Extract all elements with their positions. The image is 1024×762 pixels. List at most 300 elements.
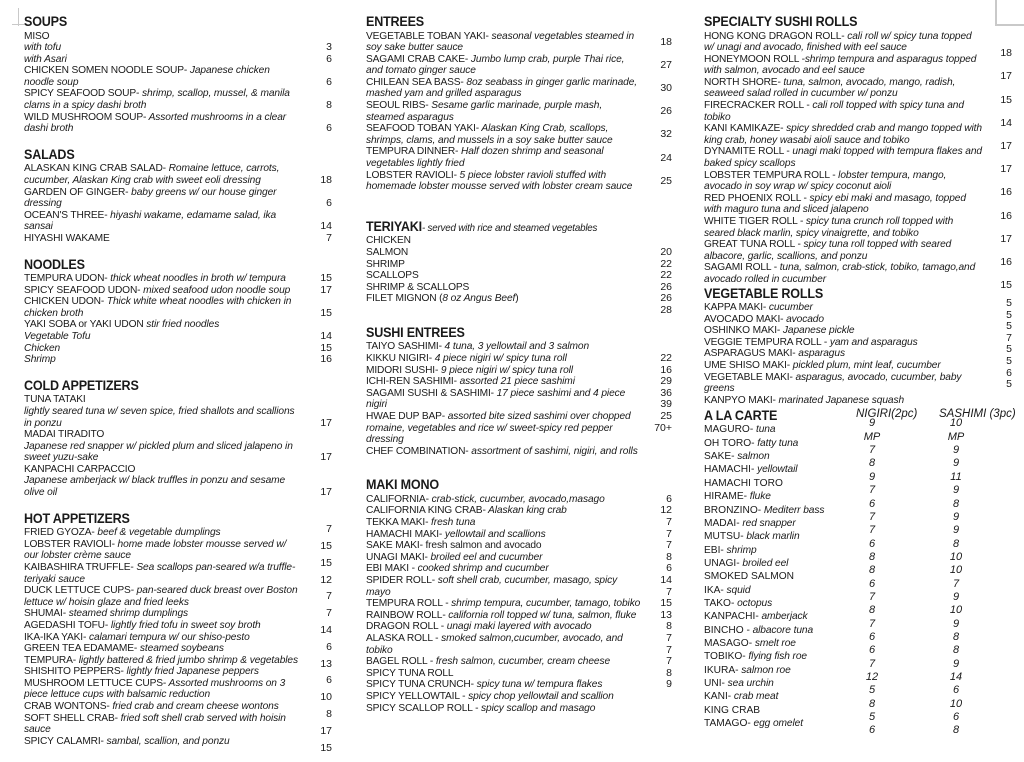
a-la-carte-nigiri-price: 8: [868, 564, 876, 577]
a-la-carte-sashimi-price: 10: [949, 417, 963, 430]
menu-item-description: Japanese chicken noodle soup: [24, 65, 270, 88]
menu-item-name: KANPACHI CARPACCIO: [24, 463, 136, 475]
a-la-carte-sashimi-price: 8: [952, 630, 960, 643]
menu-item-price: 5: [1006, 343, 1012, 356]
menu-item: [24, 464, 336, 476]
a-la-carte-item-description: sea urchin: [724, 677, 774, 689]
a-la-carte-sashimi-price: 8: [952, 497, 960, 510]
menu-item-name: CALIFORNIA KING CRAB-: [366, 505, 486, 517]
a-la-carte-nigiri-price: 9: [868, 470, 876, 483]
a-la-carte-sashimi-price: 10: [949, 550, 963, 563]
menu-column-middle: [366, 14, 676, 714]
menu-item-price: 7: [666, 643, 672, 656]
menu-item: [366, 365, 676, 377]
a-la-carte-sashimi-price: 8: [952, 644, 960, 657]
menu-item: [704, 239, 1016, 262]
menu-item-price: 15: [1000, 279, 1012, 292]
a-la-carte-item-name: SMOKED SALMON: [704, 571, 795, 583]
menu-item-description: Half dozen shrimp and seasonal vegetables lightly fried: [366, 146, 604, 170]
menu-item: [24, 632, 336, 644]
menu-item: [366, 100, 676, 123]
menu-item-price: 15: [660, 597, 672, 610]
menu-section-a-la-carte: [704, 407, 1016, 743]
menu-item-name: TUNA TATAKI: [24, 394, 86, 406]
menu-item-name: SPIDER ROLL-: [366, 575, 435, 587]
menu-item-name: LOBSTER RAVIOLI-: [24, 538, 115, 550]
menu-item-price: 7: [666, 655, 672, 668]
a-la-carte-nigiri-price: 7: [868, 484, 876, 497]
menu-item-name: SHRIMP & SCALLOPS: [366, 281, 470, 293]
menu-item-description: sambal, scallion, and ponzu: [103, 735, 230, 747]
menu-item-name: SPICY CALAMRI-: [24, 735, 104, 747]
a-la-carte-nigiri-price: 7: [868, 617, 876, 630]
menu-item: [704, 100, 1016, 123]
menu-item-description: assortment of sashimi, nigiri, and rolls: [468, 445, 638, 457]
a-la-carte-sashimi-price: 9: [952, 524, 960, 537]
a-la-carte-item-description: Mediterr bass: [761, 504, 825, 516]
menu-item-name: LOBSTER TEMPURA ROLL -: [704, 169, 836, 181]
menu-item: [24, 585, 336, 608]
menu-item-price: 6: [666, 562, 672, 575]
menu-item-description: avocado: [783, 313, 824, 325]
a-la-carte-item-description: broiled eel: [739, 557, 789, 569]
menu-item-name: MADAI TIRADITO: [24, 429, 105, 441]
menu-item-price: 15: [320, 556, 332, 569]
menu-item: [24, 285, 336, 297]
menu-item-price: 14: [1000, 116, 1012, 129]
a-la-carte-item-description: smelt roe: [752, 637, 796, 649]
menu-item-price: 7: [666, 527, 672, 540]
menu-item-description: assorted 21 piece sashimi: [456, 376, 575, 388]
a-la-carte-item-description: flying fish roe: [745, 651, 807, 663]
menu-item-description: 5 piece lobster ravioli stuffed with homemade lobster mousse served with lobster cream sauce: [366, 169, 633, 193]
menu-item-price: 13: [320, 657, 332, 670]
menu-item-name: CHICKEN: [366, 235, 411, 247]
menu-item-name: GARDEN OF GINGER-: [24, 186, 129, 198]
menu-item-names: [366, 31, 676, 193]
a-la-carte-item-description: salmon: [734, 451, 770, 463]
menu-item-price: 6: [326, 52, 332, 65]
a-la-carte-nigiri-price: 8: [868, 457, 876, 470]
section-spacer: [24, 366, 336, 378]
menu-item-name: KANPYO MAKI-: [704, 394, 776, 406]
menu-item-name: CALIFORNIA-: [366, 493, 429, 505]
table-row: [704, 704, 1016, 717]
menu-item: [366, 77, 676, 100]
menu-item-description: mixed seafood udon noodle soup: [140, 284, 291, 296]
table-row: [704, 650, 1016, 663]
menu-section-teriyaki: [366, 218, 676, 316]
a-la-carte-nigiri-price: 7: [868, 444, 876, 457]
menu-item-description: shrimp tempura and asparagus topped with salmon, avocado and eel sauce: [704, 53, 977, 77]
menu-item-name: CHICKEN UDON-: [24, 296, 105, 308]
menu-item-name: UNAGI MAKI-: [366, 551, 428, 563]
menu-item: [704, 216, 1016, 239]
menu-item: [366, 247, 676, 259]
menu-item-name: TEMPURA UDON-: [24, 273, 108, 285]
menu-item-description: Jumbo lump crab, purple Thai rice, and tomato ginger sauce: [366, 53, 625, 77]
menu-item-description: steamed shrimp dumplings: [65, 608, 189, 620]
table-row: [704, 450, 1016, 463]
a-la-carte-sashimi-price: 7: [952, 577, 960, 590]
table-row: [704, 570, 1016, 583]
menu-item-description: fresh salmon, cucumber, cream cheese: [433, 656, 611, 668]
menu-item: [24, 163, 336, 186]
menu-item-price: 22: [660, 257, 672, 270]
menu-item-name: SAGAMI ROLL -: [704, 262, 777, 274]
menu-item-price: 8: [326, 707, 332, 720]
menu-item: [704, 360, 1016, 372]
menu-item-description: spicy tuna roll topped with seared albacore, garlic, scallions, and ponzu: [704, 239, 952, 262]
a-la-carte-sashimi-price: 10: [949, 604, 963, 617]
menu-item-name: SHISHITO PEPPERS-: [24, 666, 124, 678]
menu-item-name: SPICY YELLOWTAIL -: [366, 690, 466, 702]
a-la-carte-item-name: TAKO-: [704, 597, 735, 609]
menu-item-price: 22: [660, 352, 672, 365]
menu-item-description: Assorted mushrooms in a clear dashi broth: [24, 111, 287, 135]
a-la-carte-item-name: OH TORO-: [704, 437, 755, 449]
menu-item: [24, 187, 336, 210]
menu-item-name: SHUMAI-: [24, 608, 66, 620]
menu-item-price: 14: [660, 574, 672, 587]
menu-item-description: lightly seared tuna w/ seven spice, fried shallots and scallions in ponzu: [24, 405, 295, 429]
menu-item-description: Japanese pickle: [780, 325, 855, 337]
menu-item-names: [366, 341, 676, 457]
table-row: [704, 437, 1016, 450]
menu-item-name: SPICY SCALLOP ROLL -: [366, 702, 479, 714]
menu-item-description: Japanese red snapper w/ pickled plum and sliced jalapeno in sweet yuzu-sake: [24, 440, 293, 464]
menu-section-cold-appetizers: [24, 378, 336, 499]
menu-item-name: SAGAMI SUSHI & SASHIMI-: [366, 387, 494, 399]
menu-item: [366, 505, 676, 517]
menu-section-noodles: [24, 257, 336, 366]
menu-item: [366, 170, 676, 193]
menu-item-price: 6: [326, 122, 332, 135]
a-la-carte-item-description: amberjack: [758, 611, 808, 623]
menu-item-name: ICHI-REN SASHIMI-: [366, 376, 457, 388]
menu-item-name: WILD MUSHROOM SOUP-: [24, 111, 147, 123]
menu-section-vegetable-rolls: [704, 286, 1016, 407]
a-la-carte-rows: [704, 423, 1016, 743]
menu-item-name: ALASKAN KING CRAB SALAD-: [24, 163, 166, 175]
menu-item-description: hiyashi wakame, edamame salad, ika sansai: [24, 209, 277, 233]
table-row: [704, 690, 1016, 703]
menu-item-description: shrimp, scallop, mussel, & manila clams in a spicy dashi broth: [24, 88, 290, 112]
a-la-carte-sashimi-price: 8: [952, 724, 960, 737]
menu-item: [366, 146, 676, 169]
menu-item-price: 17: [320, 283, 332, 296]
a-la-carte-item-description: salmon roe: [738, 664, 791, 676]
menu-item-price: 3: [326, 41, 332, 54]
menu-item-name: SPICY SEAFOOD SOUP-: [24, 88, 140, 100]
menu-item-price: 16: [320, 353, 332, 366]
menu-item-description: Vegetable Tofu: [24, 331, 91, 343]
a-la-carte-nigiri-price: 6: [868, 497, 876, 510]
menu-item-description: 8 oz Angus Beef: [442, 293, 516, 305]
menu-item-description: fried soft shell crab served with hoisin sauce: [24, 712, 286, 736]
section-spacer: [24, 245, 336, 257]
menu-item-name: SHRIMP: [366, 258, 405, 270]
a-la-carte-item-description: yellowtail: [754, 464, 798, 476]
menu-item-description: stir fried noodles: [146, 319, 220, 331]
menu-item: [366, 270, 676, 282]
menu-item-description: marinated Japanese squash: [775, 394, 905, 406]
menu-section-specialty-sushi-rolls: [704, 14, 1016, 292]
a-la-carte-item-name: MADAI-: [704, 517, 740, 529]
a-la-carte-item-name: TOBIKO-: [704, 651, 746, 663]
menu-item-price: 7: [326, 607, 332, 620]
a-la-carte-nigiri-price: 6: [868, 644, 876, 657]
section-title-vegetable-rolls: VEGETABLE ROLLS: [704, 285, 824, 301]
menu-item: [24, 701, 336, 713]
menu-item-price: 16: [1000, 255, 1012, 268]
menu-item: [704, 123, 1016, 146]
menu-item-price: 8: [326, 99, 332, 112]
menu-item: [704, 146, 1016, 169]
a-la-carte-item-name: MUTSU-: [704, 531, 744, 543]
menu-item-name: SOFT SHELL CRAB-: [24, 712, 118, 724]
menu-item-description: spicy tuna w/ tempura flakes: [473, 679, 603, 691]
menu-item-name: MIDORI SUSHI-: [366, 364, 439, 376]
menu-item-description: asparagus, avocado, cucumber, baby greens: [704, 371, 962, 395]
menu-item-price: 15: [320, 741, 332, 754]
menu-item-list: [24, 523, 336, 754]
a-la-carte-sashimi-price: 9: [952, 457, 960, 470]
menu-item-name: TAIYO SASHIMI-: [366, 341, 442, 353]
menu-item: [366, 529, 676, 541]
section-title-teriyaki: TERIYAKI- served with rice and steamed vegetables: [366, 218, 598, 234]
menu-item-description: fresh tuna: [428, 517, 476, 529]
menu-item: [366, 293, 676, 305]
menu-item: [24, 343, 336, 355]
menu-item: [24, 54, 336, 66]
a-la-carte-nigiri-price: MP: [863, 430, 881, 443]
menu-item-description: spicy ebi maki and masago, topped with maguro tuna and sliced jalapeno: [704, 192, 966, 216]
section-spacer: [24, 499, 336, 511]
a-la-carte-sashimi-price: 14: [949, 670, 963, 683]
a-la-carte-sashimi-price: 10: [949, 697, 963, 710]
menu-item: [24, 394, 336, 406]
table-row: [704, 624, 1016, 637]
table-row: [704, 717, 1016, 730]
a-la-carte-sashimi-price: 9: [952, 617, 960, 630]
menu-item-name: YAKI SOBA or YAKI UDON: [24, 319, 147, 331]
menu-item-price: 32: [660, 128, 672, 141]
table-row: [704, 490, 1016, 503]
menu-item-name: CHILEAN SEA BASS-: [366, 76, 464, 88]
menu-item-description: with tofu: [24, 42, 62, 54]
a-la-carte-item-description: red snapper: [739, 517, 796, 529]
section-title-sushi-entrees: SUSHI ENTREES: [366, 324, 465, 340]
menu-item-name: KAIBASHIRA TRUFFLE-: [24, 561, 134, 573]
menu-item-name-tail: ): [515, 293, 519, 305]
menu-item: [24, 331, 336, 343]
menu-item-description: 4 tuna, 3 yellowtail and 3 salmon: [441, 341, 590, 353]
menu-item-description: cali roll topped with spicy tuna and tobiko: [704, 100, 964, 123]
a-la-carte-nigiri-price: 5: [868, 684, 876, 697]
menu-item-name: KIKKU NIGIRI-: [366, 353, 432, 365]
a-la-carte-item-description: egg omelet: [750, 718, 803, 729]
menu-item-name: OSHINKO MAKI-: [704, 325, 781, 337]
menu-item-price: 16: [1000, 209, 1012, 222]
menu-item-price: 7: [326, 523, 332, 536]
menu-item: [704, 372, 1016, 395]
menu-item-price: 14: [320, 220, 332, 233]
menu-item-name: AVOCADO MAKI-: [704, 313, 784, 325]
a-la-carte-item-description: albacore tuna: [749, 624, 814, 636]
menu-item-name: FRIED GYOZA-: [24, 527, 95, 539]
menu-item: [366, 388, 676, 411]
a-la-carte-sashimi-price: 10: [949, 564, 963, 577]
section-title-maki-mono: MAKI MONO: [366, 477, 439, 493]
menu-item-price: 20: [660, 245, 672, 258]
menu-item-description: 17 piece sashimi and 4 piece nigiri: [366, 387, 626, 411]
menu-item-name: WHITE TIGER ROLL -: [704, 216, 804, 228]
a-la-carte-item-name: UNAGI-: [704, 557, 740, 569]
menu-item-price: 9: [666, 678, 672, 691]
menu-item: [24, 539, 336, 562]
menu-item-name: SALMON: [366, 246, 409, 258]
menu-item: [366, 679, 676, 691]
table-row: [704, 664, 1016, 677]
menu-item-description: 4 piece nigiri w/ spicy tuna roll: [431, 353, 567, 365]
menu-item-names: [24, 527, 336, 747]
section-title-noodles: NOODLES: [24, 256, 85, 272]
menu-item-name: FILET MIGNON (: [366, 293, 443, 305]
a-la-carte-sashimi-price: MP: [947, 430, 965, 443]
menu-column-left: [24, 14, 336, 754]
menu-item-name: TEMPURA-: [24, 654, 77, 666]
a-la-carte-item-name: IKA-: [704, 584, 724, 596]
menu-item: [24, 210, 336, 233]
menu-item-description: Sesame garlic marinade, purple mash, steamed asparagus: [366, 100, 603, 123]
menu-item: [704, 193, 1016, 216]
table-row: [704, 637, 1016, 650]
table-row: [704, 677, 1016, 690]
menu-item-name: ALASKA ROLL -: [366, 633, 439, 644]
menu-item-price: 17: [320, 451, 332, 464]
menu-item-price: 18: [660, 35, 672, 48]
menu-item-price: 17: [320, 486, 332, 499]
menu-item-description: spicy tuna crunch roll topped with seared black marlin, spicy vinaigrette, and tobiko: [704, 216, 954, 239]
menu-column-right: [704, 14, 1016, 744]
menu-item-description: steamed soybeans: [137, 643, 224, 655]
menu-item: [704, 348, 1016, 360]
a-la-carte-nigiri-price: 6: [868, 577, 876, 590]
menu-item-names: [366, 494, 676, 714]
menu-item-description: crab-stick, cucumber, avocado,masago: [428, 493, 605, 505]
menu-item: [366, 703, 676, 715]
menu-item-price: 24: [660, 151, 672, 164]
menu-item-description: pickled plum, mint leaf, cucumber: [790, 360, 941, 372]
menu-item: [366, 691, 676, 703]
menu-item-name: MUSHROOM LETTUCE CUPS-: [24, 677, 167, 689]
a-la-carte-item-name: BINCHO -: [704, 624, 750, 636]
menu-item-description: cooked shrimp and cucumber: [414, 563, 549, 575]
menu-item-name: HAMACHI MAKI-: [366, 528, 443, 540]
menu-item: [24, 319, 336, 331]
menu-item-price: 15: [1000, 93, 1012, 106]
menu-section-hot-appetizers: [24, 510, 336, 754]
a-la-carte-item-name: IKURA-: [704, 664, 739, 676]
menu-section-sushi-entrees: [366, 325, 676, 457]
a-la-carte-item-name: KANPACHI-: [704, 611, 759, 623]
menu-item-description: Romaine lettuce, carrots, cucumber, Alaskan King crab with sweet eoli dressing: [24, 163, 280, 186]
menu-item: [24, 678, 336, 701]
menu-item-price: 8: [666, 620, 672, 633]
menu-item: [366, 563, 676, 575]
menu-item-name: CRAB WONTONS-: [24, 701, 110, 713]
table-row: [704, 530, 1016, 543]
table-row: [704, 730, 1016, 743]
menu-item-price: 15: [320, 306, 332, 319]
menu-item-name: RAINBOW ROLL-: [366, 609, 446, 621]
menu-item-price: 12: [660, 504, 672, 517]
menu-item-description: lightly fried Japanese peppers: [123, 666, 259, 678]
menu-item-name: KANI KAMIKAZE-: [704, 123, 784, 135]
menu-item-price: 7: [326, 231, 332, 244]
menu-item: [366, 446, 676, 458]
menu-item-name: SCALLOPS: [366, 270, 419, 282]
menu-item-name: TEMPURA ROLL -: [366, 598, 449, 610]
menu-item-price: 16: [1000, 186, 1012, 199]
menu-item-description: fresh salmon and avocado: [425, 540, 542, 552]
menu-item: [366, 54, 676, 77]
a-la-carte-item-name: UNI-: [704, 677, 725, 689]
menu-item-name: GREAT TUNA ROLL -: [704, 239, 801, 251]
a-la-carte-nigiri-price: 6: [868, 537, 876, 550]
table-row: [704, 584, 1016, 597]
menu-item-name: SPICY TUNA ROLL: [366, 667, 454, 679]
menu-item: [24, 406, 336, 429]
menu-item-list: [704, 30, 1016, 292]
menu-item-name: SEAFOOD TOBAN YAKI-: [366, 123, 480, 135]
menu-item: [366, 376, 676, 388]
a-la-carte-nigiri-price: 8: [868, 550, 876, 563]
menu-item-description: smoked salmon,cucumber, avocado, and tobiko: [366, 633, 623, 656]
menu-item: [24, 643, 336, 655]
menu-item: [704, 314, 1016, 326]
a-la-carte-item-name: EBI-: [704, 544, 724, 556]
menu-item-description: cali roll w/ spicy tuna topped w/ unagi and avocado, finished with eel sauce: [704, 30, 972, 54]
menu-item-price: 36: [660, 386, 672, 399]
menu-item-description: Alaskan king crab: [485, 505, 567, 517]
menu-item-name: VEGGIE TEMPURA ROLL -: [704, 336, 828, 348]
menu-item: [24, 655, 336, 667]
menu-item: [704, 262, 1016, 285]
menu-item-name: EBI MAKI -: [366, 563, 415, 575]
menu-item-price: 7: [666, 539, 672, 552]
menu-item-name: GREEN TEA EDAMAME-: [24, 643, 138, 655]
menu-item-price: 10: [320, 691, 332, 704]
menu-item-name: KAPPA MAKI-: [704, 302, 767, 314]
table-row: [704, 477, 1016, 490]
menu-item-price: 7: [666, 585, 672, 598]
menu-item-price: 15: [320, 272, 332, 285]
section-title-hot-appetizers: HOT APPETIZERS: [24, 510, 130, 526]
table-row: [704, 517, 1016, 530]
menu-item-name: RED PHOENIX ROLL -: [704, 192, 807, 204]
section-spacer: [24, 135, 336, 147]
section-spacer: [366, 193, 676, 219]
a-la-carte-nigiri-price: 8: [868, 604, 876, 617]
menu-item-names: [704, 31, 1016, 286]
a-la-carte-nigiri-price: 6: [868, 724, 876, 737]
a-la-carte-item-description: octopus: [734, 597, 773, 609]
menu-item-name: HIYASHI WAKAME: [24, 232, 110, 244]
table-row: [704, 557, 1016, 570]
menu-item-price: 25: [660, 409, 672, 422]
